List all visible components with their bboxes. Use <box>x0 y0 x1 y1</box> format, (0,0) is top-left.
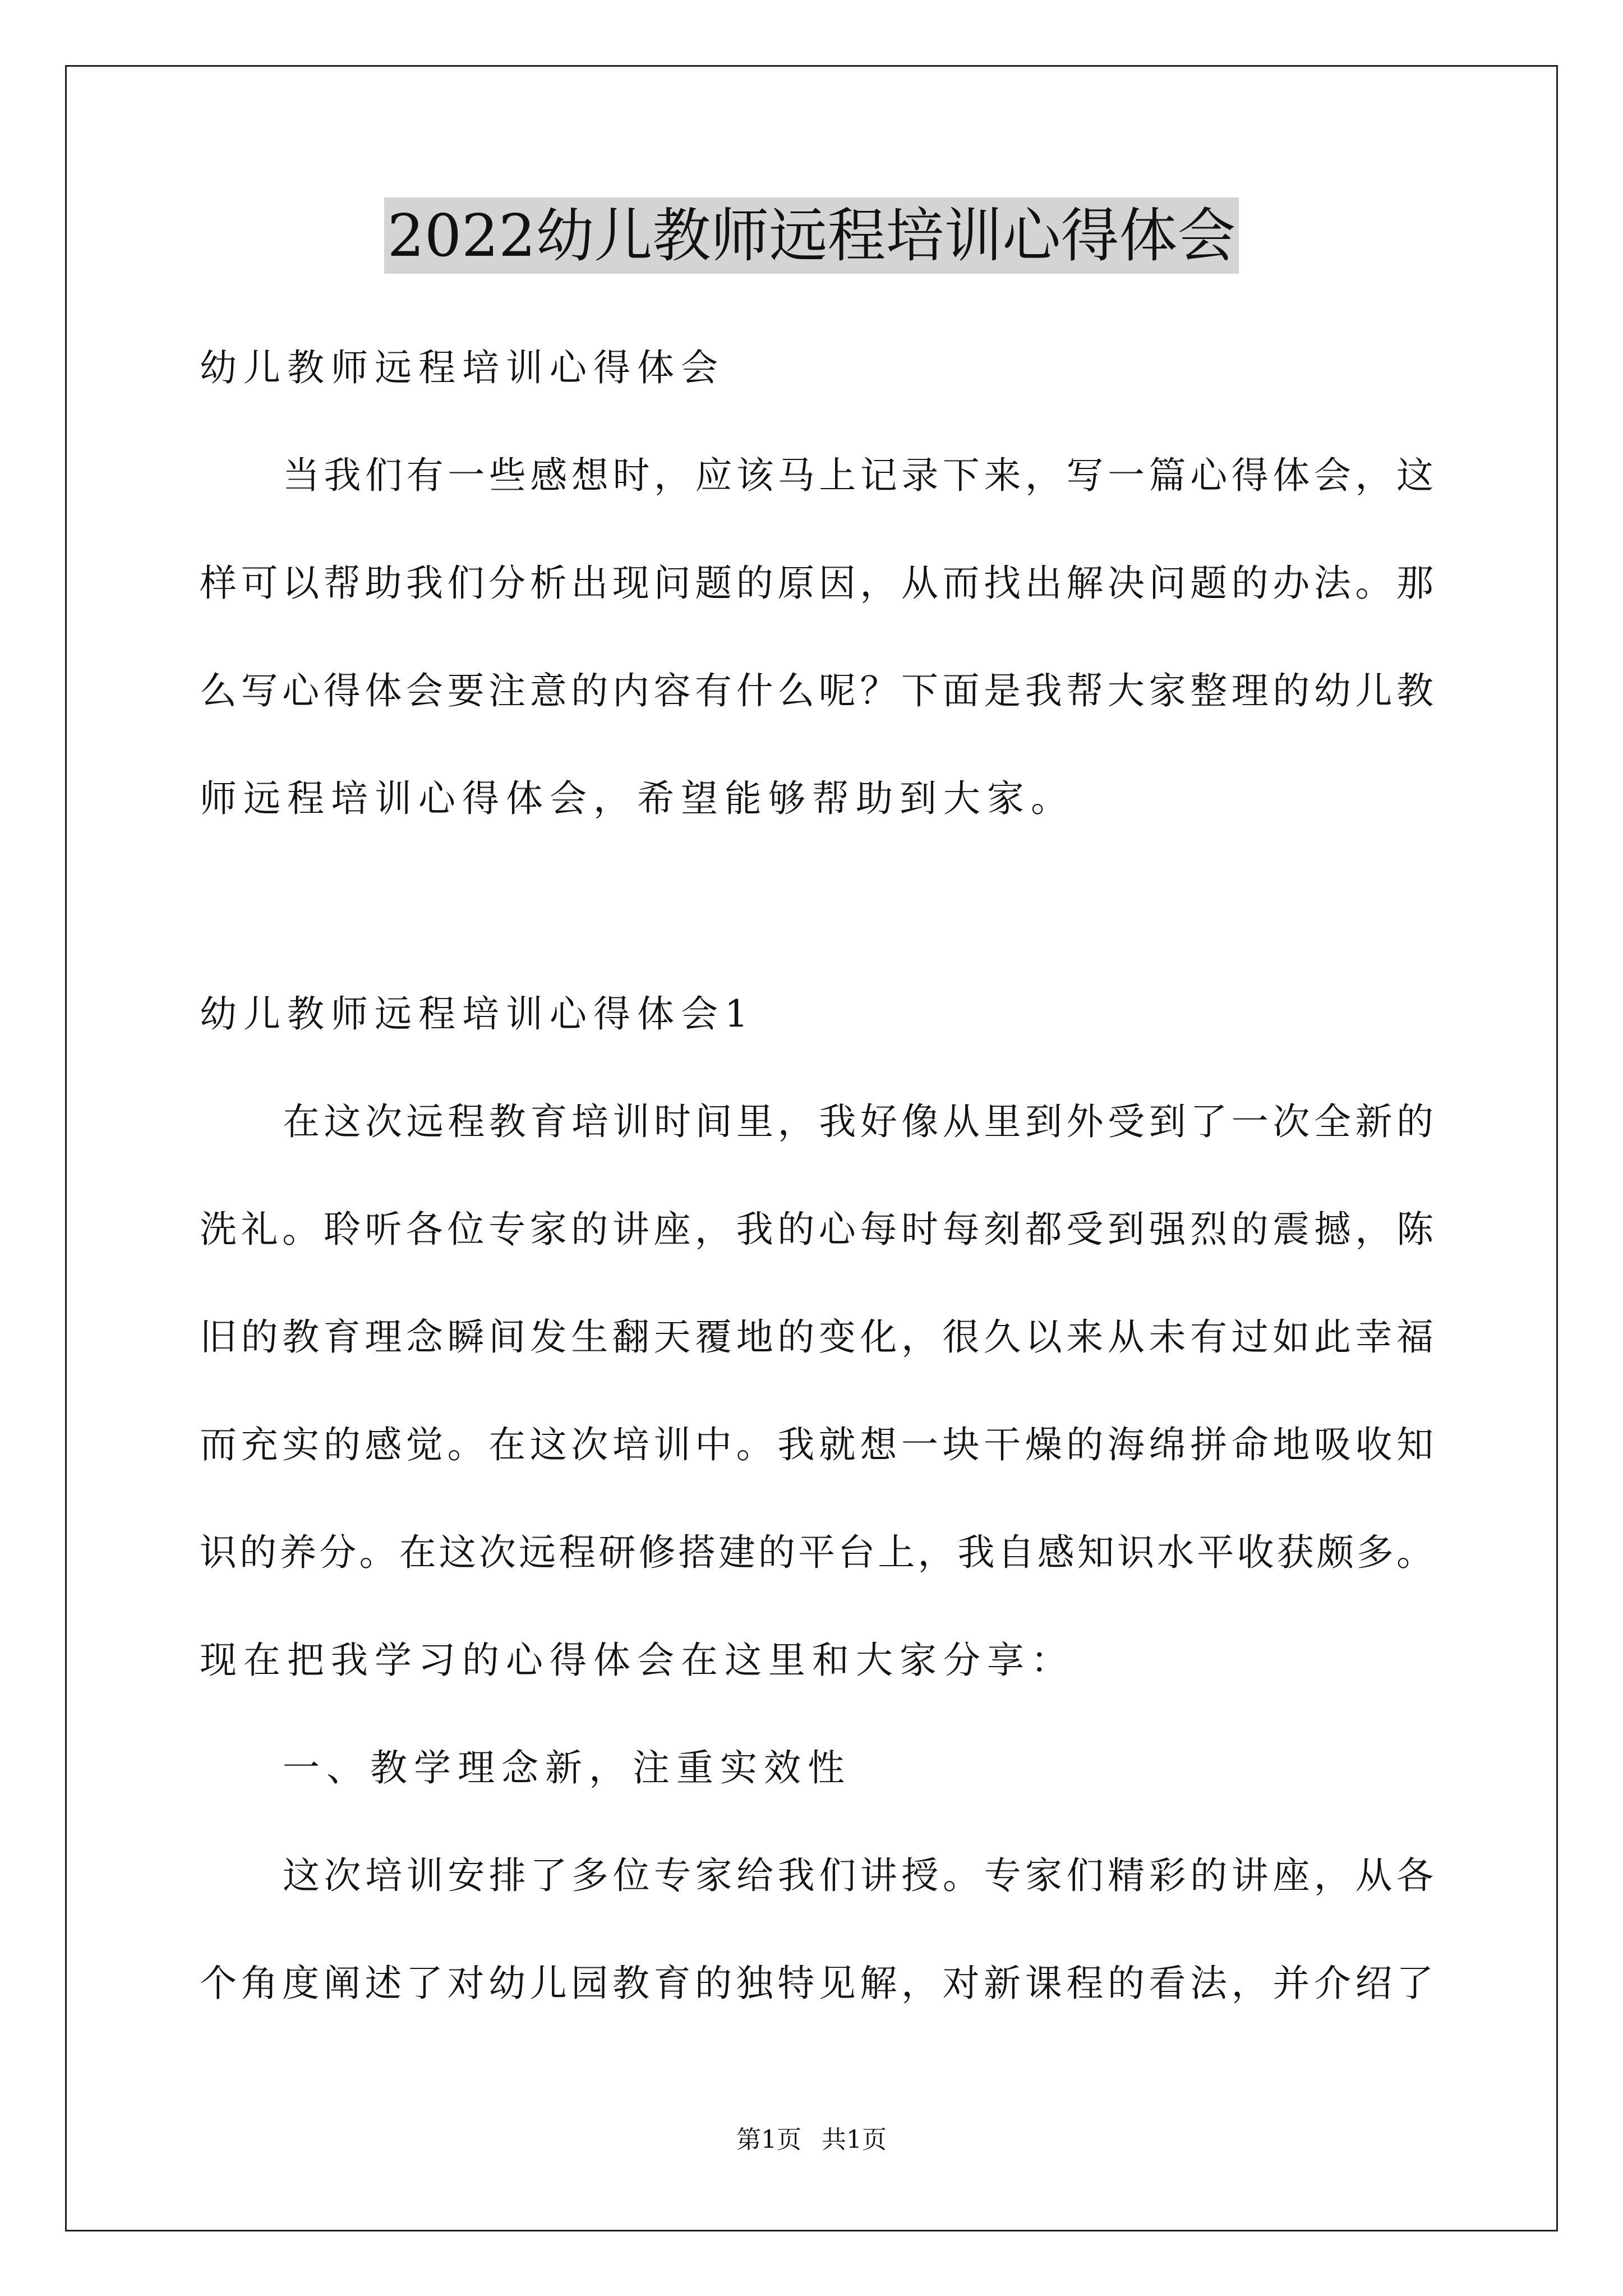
blank-line <box>200 853 1433 960</box>
paragraph-line: 现在把我学习的心得体会在这里和大家分享： <box>200 1639 1075 1682</box>
paragraph-line: 个角度阐述了对幼儿园教育的独特见解，对新课程的看法，并介绍了 <box>200 1962 1433 2005</box>
paragraph-line: 旧的教育理念瞬间发生翻天覆地的变化，很久以来从未有过如此幸福 <box>200 1315 1433 1359</box>
page-number: 第1页 <box>736 2125 801 2154</box>
document-body <box>200 314 1433 2037</box>
section-heading: 幼儿教师远程培训心得体会1 <box>200 992 755 1036</box>
page-total: 共1页 <box>822 2125 887 2154</box>
section-heading: 幼儿教师远程培训心得体会 <box>200 346 725 389</box>
paragraph-line: 样可以帮助我们分析出现问题的原因，从而找出解决问题的办法。那 <box>200 562 1433 605</box>
document-title: 2022幼儿教师远程培训心得体会 <box>384 197 1239 274</box>
paragraph-line: 这次培训安排了多位专家给我们讲授。专家们精彩的讲座，从各 <box>283 1854 1433 1897</box>
subheading: 一、教学理念新，注重实效性 <box>283 1746 851 1789</box>
title-container <box>0 197 1623 274</box>
page-footer <box>0 2123 1623 2157</box>
paragraph-line: 当我们有一些感想时，应该马上记录下来，写一篇心得体会，这 <box>283 454 1433 497</box>
paragraph-line: 在这次远程教育培训时间里，我好像从里到外受到了一次全新的 <box>283 1100 1433 1143</box>
paragraph-line: 么写心得体会要注意的内容有什么呢？下面是我帮大家整理的幼儿教 <box>200 669 1433 712</box>
paragraph-line: 师远程培训心得体会，希望能够帮助到大家。 <box>200 777 1075 820</box>
paragraph-line: 洗礼。聆听各位专家的讲座，我的心每时每刻都受到强烈的震撼，陈 <box>200 1208 1433 1251</box>
paragraph-line: 而充实的感觉。在这次培训中。我就想一块干燥的海绵拼命地吸收知 <box>200 1423 1433 1466</box>
paragraph-line: 识的养分。在这次远程研修搭建的平台上，我自感知识水平收获颇多。 <box>200 1531 1433 1574</box>
